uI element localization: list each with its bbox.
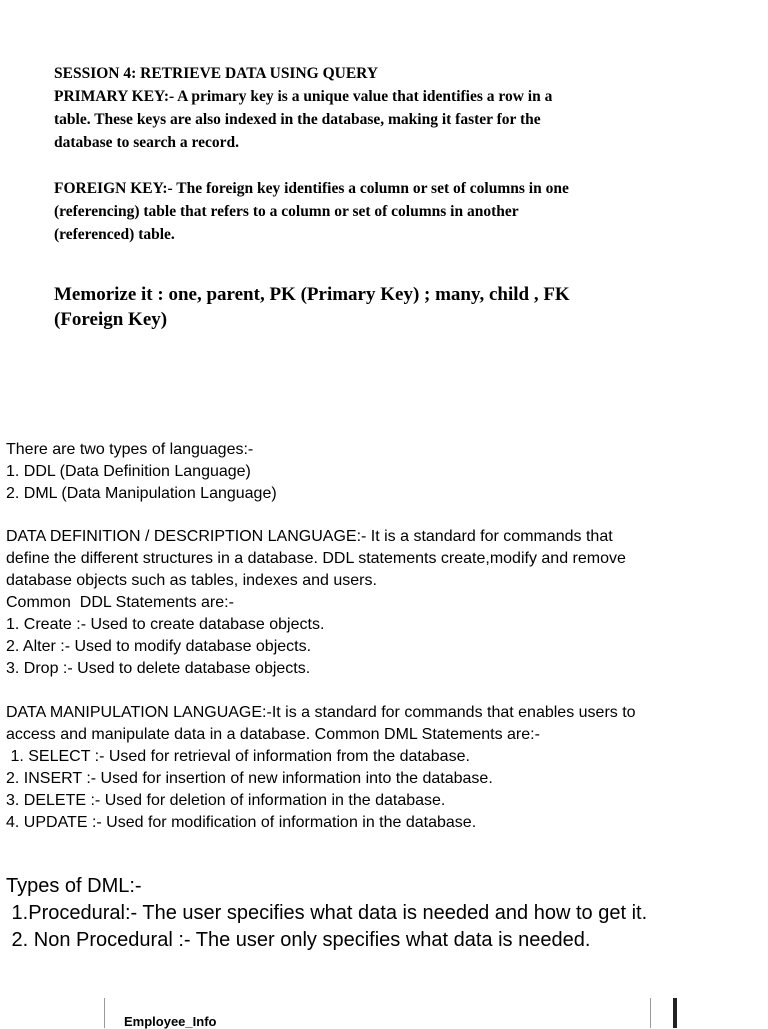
ddl-line-4: Common DDL Statements are:- bbox=[6, 594, 234, 611]
dml-line-4: 2. INSERT :- Used for insertion of new information into the database. bbox=[6, 770, 493, 787]
languages-line-1: There are two types of languages:- bbox=[6, 441, 254, 458]
ddl-line-2: define the different structures in a database. DDL statements create,modify and remove bbox=[6, 550, 626, 567]
dml-types-line-1: Types of DML:- bbox=[6, 875, 142, 897]
session-title: SESSION 4: RETRIEVE DATA USING QUERY bbox=[54, 65, 379, 82]
ddl-line-5: 1. Create :- Used to create database objects. bbox=[6, 616, 325, 633]
memorize-line-2: (Foreign Key) bbox=[54, 309, 168, 330]
dml-types-section bbox=[6, 873, 647, 954]
foreign-key-line-2: (referencing) table that refers to a column or set of columns in another bbox=[54, 203, 519, 220]
primary-key-line-2: table. These keys are also indexed in the database, making it faster for the bbox=[54, 111, 541, 128]
ddl-line-3: database objects such as tables, indexes and users. bbox=[6, 572, 377, 589]
dml-line-1: DATA MANIPULATION LANGUAGE:-It is a standard for commands that enables users to bbox=[6, 704, 636, 721]
foreign-key-line-3: (referenced) table. bbox=[54, 226, 175, 243]
primary-key-line-3: database to search a record. bbox=[54, 134, 239, 151]
ddl-section bbox=[6, 526, 626, 680]
memorize-note bbox=[54, 282, 734, 332]
primary-key-line-1: PRIMARY KEY:- A primary key is a unique value that identifies a row in a bbox=[54, 88, 553, 105]
session-intro bbox=[54, 62, 734, 154]
foreign-key-paragraph bbox=[54, 177, 734, 246]
languages-section bbox=[6, 439, 277, 505]
dml-types-line-2: 1.Procedural:- The user specifies what data is needed and how to get it. bbox=[6, 902, 648, 924]
dml-line-3: 1. SELECT :- Used for retrieval of information from the database. bbox=[6, 748, 470, 765]
foreign-key-line-1: FOREIGN KEY:- The foreign key identifies a column or set of columns in one bbox=[54, 180, 569, 197]
employee-info-figure bbox=[0, 990, 768, 1029]
dml-line-2: access and manipulate data in a database. Common DML Statements are:- bbox=[6, 726, 540, 743]
employee-info-title: Employee_Info bbox=[124, 1014, 217, 1029]
dml-line-5: 3. DELETE :- Used for deletion of information in the database. bbox=[6, 792, 446, 809]
ddl-line-6: 2. Alter :- Used to modify database objects. bbox=[6, 638, 312, 655]
dml-section bbox=[6, 702, 636, 834]
ddl-line-7: 3. Drop :- Used to delete database objects. bbox=[6, 660, 311, 677]
memorize-line-1: Memorize it : one, parent, PK (Primary Key) ; many, child , FK bbox=[54, 284, 570, 305]
languages-line-2: 1. DDL (Data Definition Language) bbox=[6, 463, 251, 480]
languages-line-3: 2. DML (Data Manipulation Language) bbox=[6, 485, 277, 502]
dml-line-6: 4. UPDATE :- Used for modification of information in the database. bbox=[6, 814, 477, 831]
ddl-line-1: DATA DEFINITION / DESCRIPTION LANGUAGE:- It is a standard for commands that bbox=[6, 528, 613, 545]
dml-types-line-3: 2. Non Procedural :- The user only specifies what data is needed. bbox=[6, 929, 591, 951]
